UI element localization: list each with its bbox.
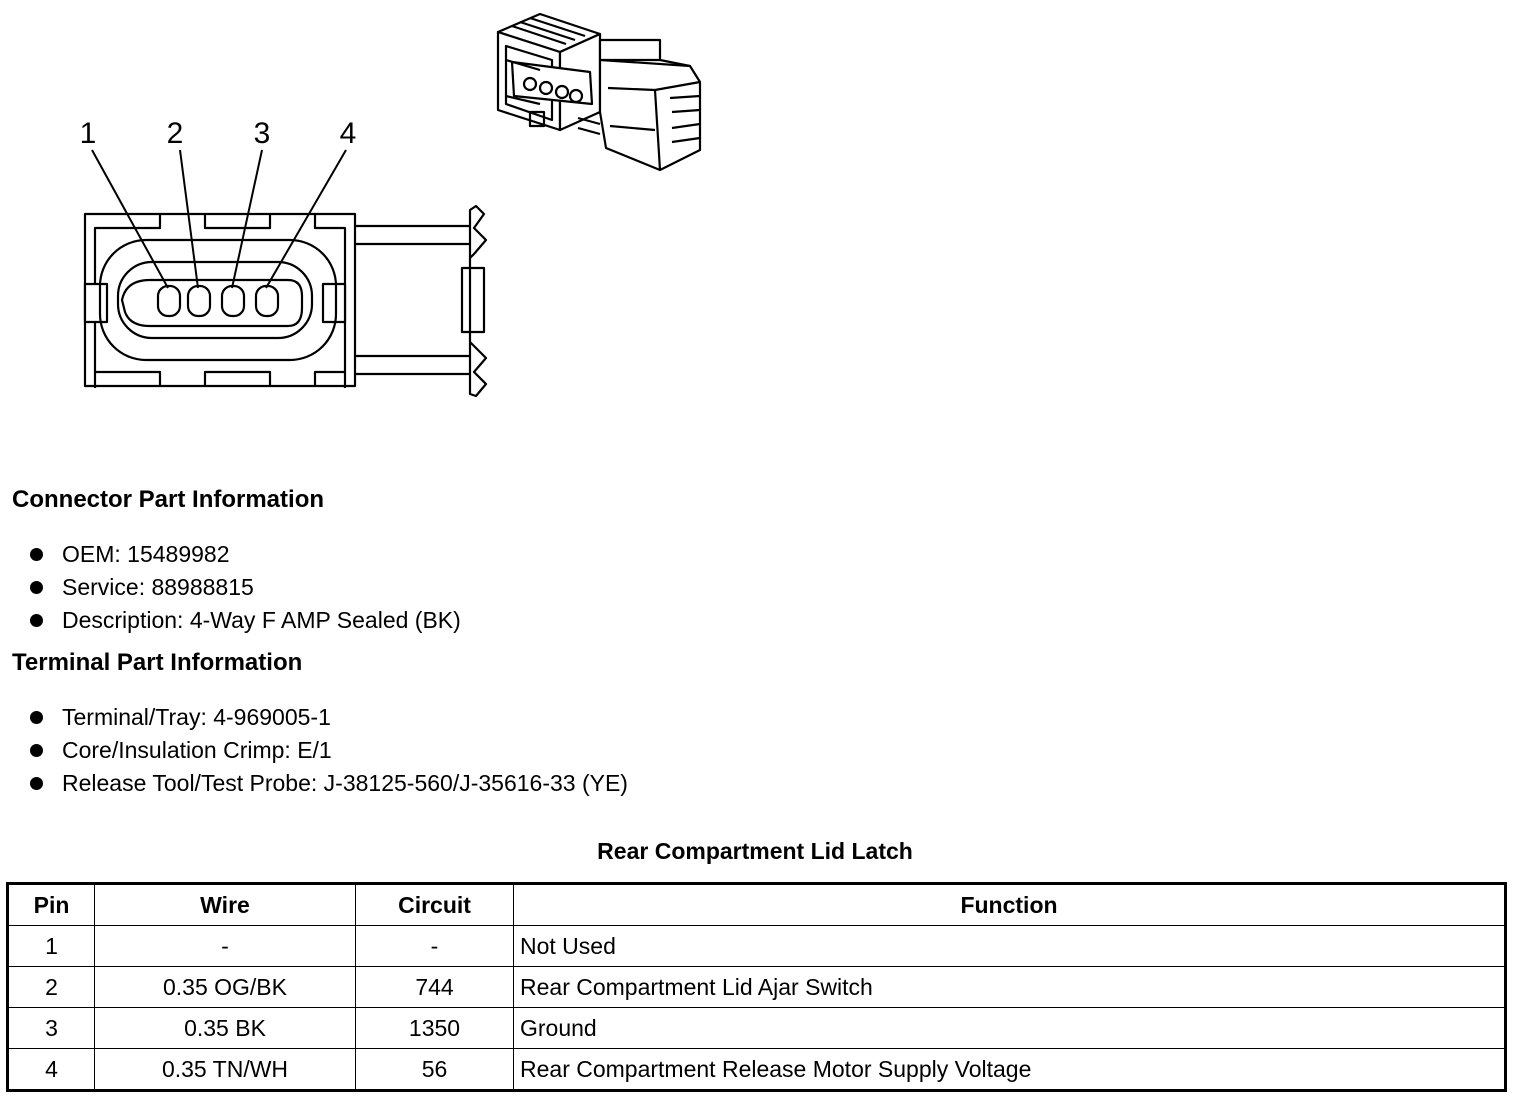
cell-wire: 0.35 TN/WH: [95, 1049, 356, 1091]
cell-pin: 1: [8, 926, 95, 967]
cell-pin: 3: [8, 1008, 95, 1049]
table-title: Rear Compartment Lid Latch: [597, 838, 913, 864]
table-row: [8, 1008, 1506, 1049]
pin-label-1: 1: [79, 117, 97, 150]
list-item: [30, 538, 461, 571]
list-item-text: Service: 88988815: [62, 574, 254, 600]
cell-pin: 2: [8, 967, 95, 1008]
header-wire: Wire: [95, 884, 356, 926]
cell-function: Rear Compartment Release Motor Supply Voltage: [514, 1049, 1506, 1091]
list-item: [30, 604, 461, 637]
list-item: [30, 571, 461, 604]
list-item: [30, 701, 628, 734]
connector-info-list: [30, 538, 461, 637]
connector-diagram: [0, 0, 720, 420]
list-item: [30, 734, 628, 767]
cell-function: Rear Compartment Lid Ajar Switch: [514, 967, 1506, 1008]
cell-wire: 0.35 BK: [95, 1008, 356, 1049]
connector-info-heading: Connector Part Information: [12, 486, 325, 513]
header-pin: Pin: [8, 884, 95, 926]
cell-wire: -: [95, 926, 356, 967]
cell-circuit: -: [356, 926, 514, 967]
cell-circuit: 744: [356, 967, 514, 1008]
cell-wire: 0.35 OG/BK: [95, 967, 356, 1008]
pin-label-3: 3: [253, 117, 271, 150]
bullet-icon: [30, 744, 43, 757]
cell-pin: 4: [8, 1049, 95, 1091]
pinout-table: [6, 882, 1507, 1092]
cell-function: Ground: [514, 1008, 1506, 1049]
table-row: [8, 967, 1506, 1008]
header-circuit: Circuit: [356, 884, 514, 926]
terminal-info-list: [30, 701, 628, 800]
connector-face-view: [85, 206, 486, 396]
list-item-text: Terminal/Tray: 4-969005-1: [62, 704, 331, 730]
list-item-text: Core/Insulation Crimp: E/1: [62, 737, 332, 763]
list-item-text: Release Tool/Test Probe: J-38125-560/J-35616-33 (YE): [62, 770, 628, 796]
cell-circuit: 56: [356, 1049, 514, 1091]
header-function: Function: [514, 884, 1506, 926]
bullet-icon: [30, 614, 43, 627]
connector-isometric-view: [498, 14, 700, 170]
table-header-row: [8, 884, 1506, 926]
pin-label-2: 2: [166, 117, 184, 150]
list-item-text: Description: 4-Way F AMP Sealed (BK): [62, 607, 461, 633]
bullet-icon: [30, 581, 43, 594]
table-row: [8, 1049, 1506, 1091]
bullet-icon: [30, 777, 43, 790]
list-item-text: OEM: 15489982: [62, 541, 230, 567]
table-row: [8, 926, 1506, 967]
pin-label-4: 4: [339, 117, 357, 150]
cell-circuit: 1350: [356, 1008, 514, 1049]
list-item: [30, 767, 628, 800]
bullet-icon: [30, 711, 43, 724]
bullet-icon: [30, 548, 43, 561]
cell-function: Not Used: [514, 926, 1506, 967]
terminal-info-heading: Terminal Part Information: [12, 649, 303, 676]
